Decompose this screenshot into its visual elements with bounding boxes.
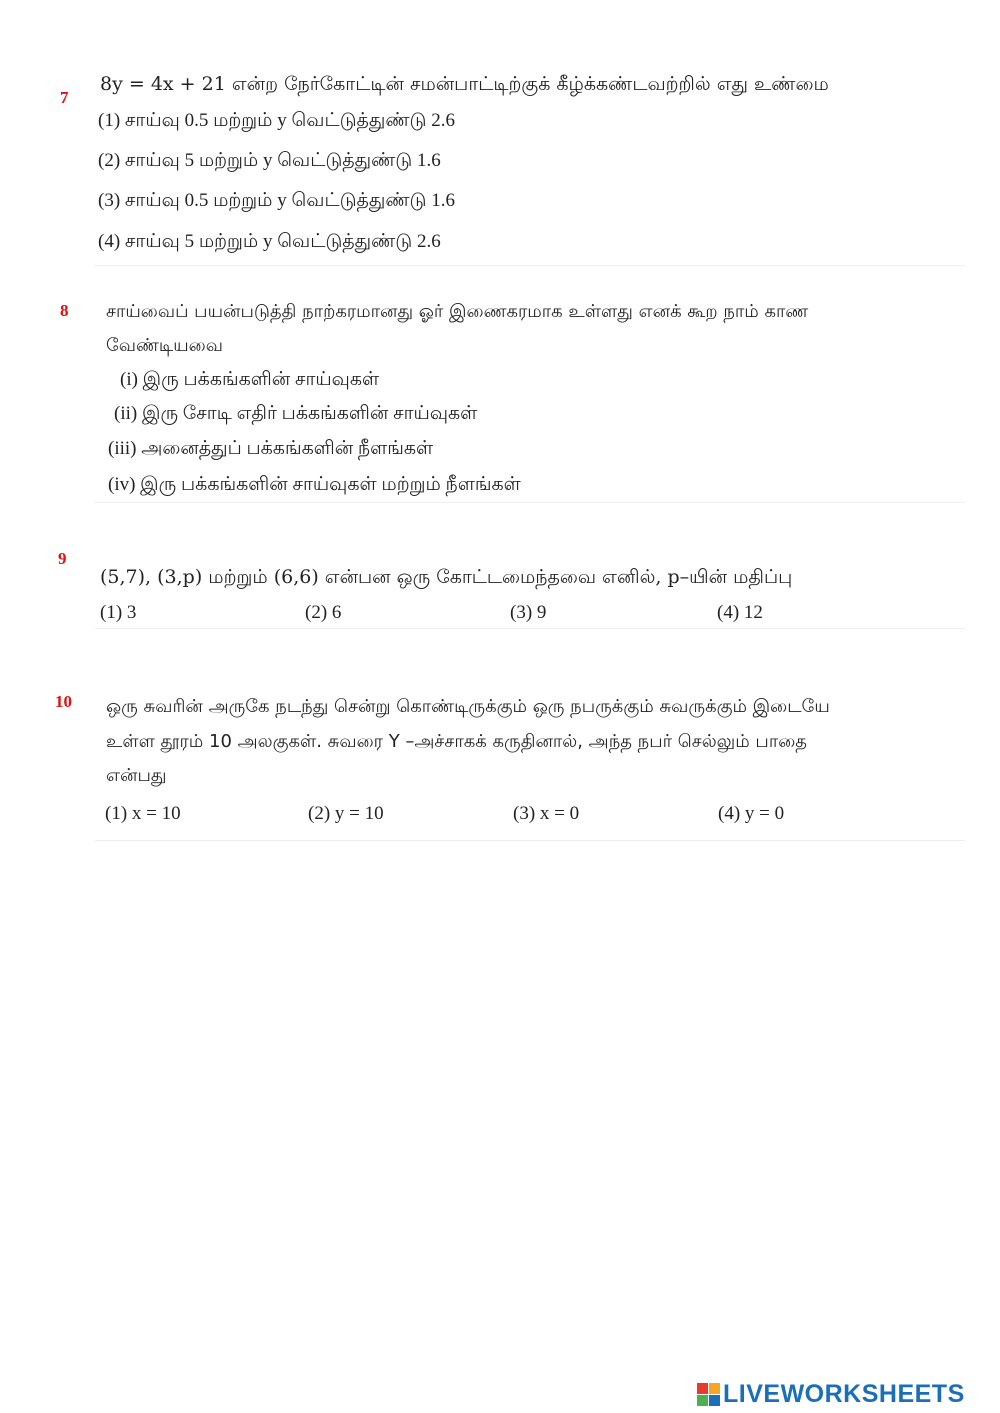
question-8-option-iv[interactable]: (iv) இரு பக்கங்களின் சாய்வுகள் மற்றும் நீளங்கள் [108, 474, 521, 495]
question-10-option-4[interactable]: (4) y = 0 [718, 803, 785, 824]
divider [95, 840, 965, 841]
question-8-option-iii[interactable]: (iii) அனைத்துப் பக்கங்களின் நீளங்கள் [108, 438, 434, 459]
question-8-option-ii[interactable]: (ii) இரு சோடி எதிர் பக்கங்களின் சாய்வுகள் [114, 403, 478, 424]
question-7-option-1[interactable]: (1) சாய்வு 0.5 மற்றும் y வெட்டுத்துண்டு 2.6 [98, 110, 456, 131]
liveworksheets-logo [697, 1380, 965, 1409]
question-7-text: 8y = 4x + 21 என்ற நேர்கோட்டின் சமன்பாட்டிற்குக் கீழ்க்கண்டவற்றில் எது உண்மை [100, 73, 829, 95]
question-9-text: (5,7), (3,p) மற்றும் (6,6) என்பன ஒரு கோட்டமைந்தவை எனில், p–யின் மதிப்பு [100, 566, 793, 588]
question-10-option-1[interactable]: (1) x = 10 [105, 803, 181, 824]
question-9-option-3[interactable]: (3) 9 [510, 602, 547, 623]
logo-mark-icon [697, 1383, 720, 1406]
question-8-text-line-1: சாய்வைப் பயன்படுத்தி நாற்கரமானது ஓர் இணைகரமாக உள்ளது எனக் கூற நாம் காண [106, 301, 809, 322]
divider [95, 628, 965, 629]
question-8-option-i[interactable]: (i) இரு பக்கங்களின் சாய்வுகள் [120, 369, 380, 390]
divider [95, 265, 965, 266]
question-10-text-line-1: ஒரு சுவரின் அருகே நடந்து சென்று கொண்டிருக்கும் ஒரு நபருக்கும் சுவருக்கும் இடையே [106, 696, 830, 717]
question-10-text-line-2: உள்ள தூரம் 10 அலகுகள். சுவரை Y –அச்சாகக் கருதினால், அந்த நபர் செல்லும் பாதை [106, 731, 807, 752]
question-8-text-line-2: வேண்டியவை [106, 335, 223, 356]
question-7-option-4[interactable]: (4) சாய்வு 5 மற்றும் y வெட்டுத்துண்டு 2.6 [98, 231, 441, 252]
question-9-number: 9 [58, 549, 67, 568]
question-7-option-2[interactable]: (2) சாய்வு 5 மற்றும் y வெட்டுத்துண்டு 1.6 [98, 150, 441, 171]
question-7-option-3[interactable]: (3) சாய்வு 0.5 மற்றும் y வெட்டுத்துண்டு 1.6 [98, 190, 456, 211]
question-10-option-2[interactable]: (2) y = 10 [308, 803, 384, 824]
question-9-option-1[interactable]: (1) 3 [100, 602, 137, 623]
question-10-number: 10 [55, 692, 72, 711]
question-10-text-line-3: என்பது [106, 765, 167, 786]
logo-text: LIVEWORKSHEETS [723, 1380, 965, 1408]
question-7-number: 7 [60, 88, 69, 107]
divider [95, 502, 965, 503]
question-10-option-3[interactable]: (3) x = 0 [513, 803, 580, 824]
question-8-number: 8 [60, 301, 69, 320]
question-9-option-4[interactable]: (4) 12 [717, 602, 763, 623]
question-9-option-2[interactable]: (2) 6 [305, 602, 342, 623]
